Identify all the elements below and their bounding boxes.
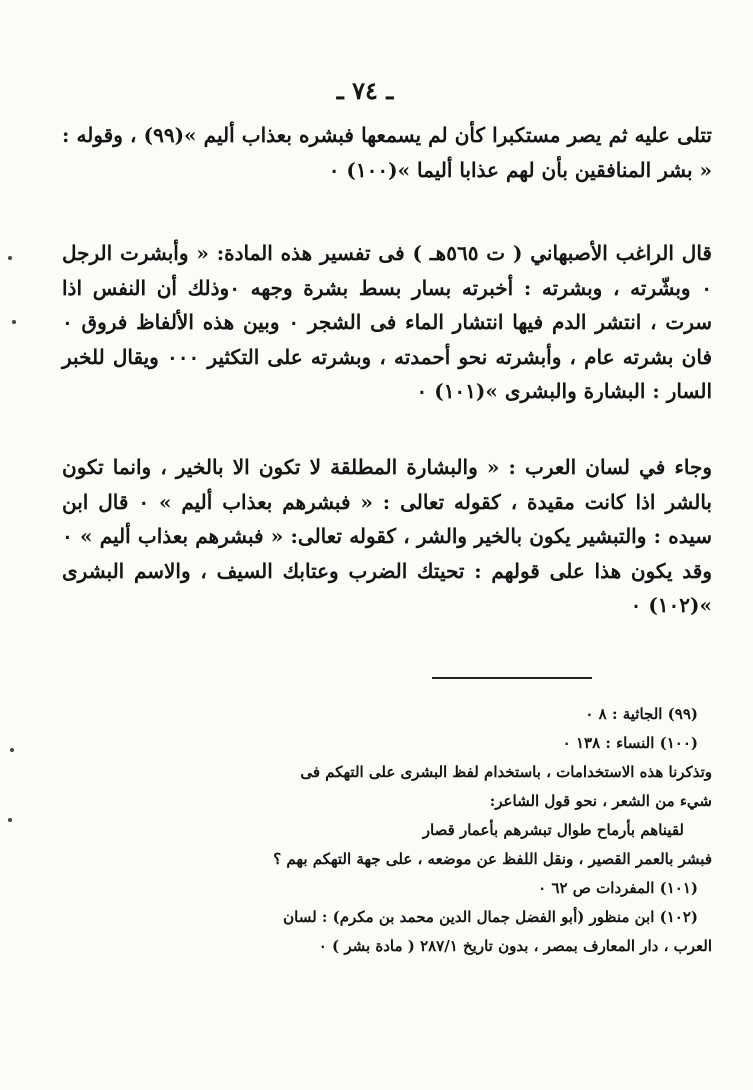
paragraph-text: قال الراغب الأصبهاني ( ت ٥٦٥هـ ) فى تفسير هذه المادة: « وأبشرت الرجل ٠ وبشّرته ، وبشرته : أخبرته بسار بسط بشرة وجهه ٠وذلك أن النفس اذا سرت ، انتشر الدم فيها انتشار الماء فى الشجر ٠ وبين هذه الألفاظ فروق ٠ فان بشرته عام ، وأبشرته نحو أحمدته ، وبشرته على التكثير ٠٠٠ ويقال للخبر السار : البشارة والبشرى »(١٠١) ٠ (62, 241, 713, 403)
footnote-note-line: شيء من الشعر ، نحو قول الشاعر: (489, 792, 712, 810)
footnote-verse: لقيناهم بأرماح طوال تبشرهم بأعمار قصار (422, 821, 684, 839)
scan-speck (8, 256, 12, 260)
footnote-note-line: فبشر بالعمر القصير ، ونقل اللفظ عن موضعه ، على جهة التهكم بهم ؟ (273, 850, 712, 868)
scan-speck (12, 320, 16, 324)
footnote-100: (١٠٠) النساء : ١٣٨ ٠ (562, 734, 698, 752)
footnote-101: (١٠١) المفردات ص ٦٢ ٠ (538, 879, 698, 897)
paragraph-text: وجاء في لسان العرب : « والبشارة المطلقة لا تكون الا بالخير ، وانما تكون بالشر اذا كانت مقيدة ، كقوله تعالى : « فبشرهم بعذاب أليم » ٠ قال ابن سيده : والتبشير يكون بالخير والشر ، كقوله تعالى: « فبشرهم بعذاب أليم » ٠ وقد يكون هذا على قولهم : تحيتك الضرب وعتابك السيف ، والاسم البشرى »(١٠٢) ٠ (62, 455, 712, 617)
footnote-divider (432, 677, 592, 679)
footnote-102-continued: العرب ، دار المعارف بمصر ، بدون تاريخ ٢٨٧/١ ( مادة بشر ) ٠ (318, 937, 712, 955)
footnote-102: (١٠٢) ابن منظور (أبو الفضل جمال الدين محمد بن مكرم) : لسان (283, 908, 698, 926)
footnote-note-line: وتذكرنا هذه الاستخدامات ، باستخدام لفظ البشرى على التهكم فى (300, 763, 712, 781)
scan-speck (8, 818, 12, 822)
scan-speck (10, 748, 14, 752)
paragraph-raghib-definition (62, 236, 712, 409)
footnote-99: (٩٩) الجاثية : ٨ ٠ (585, 705, 698, 723)
paragraph-lisan-al-arab (62, 450, 712, 623)
paragraph-quran-citation (62, 118, 712, 187)
footnotes (62, 700, 712, 961)
page-number: ـ ٧٤ ـ (336, 76, 394, 105)
paragraph-text: تتلى عليه ثم يصر مستكبرا كأن لم يسمعها فبشره بعذاب أليم »(٩٩) ، وقوله : « بشر المنافقين بأن لهم عذابا أليما »(١٠٠) ٠ (62, 123, 712, 182)
